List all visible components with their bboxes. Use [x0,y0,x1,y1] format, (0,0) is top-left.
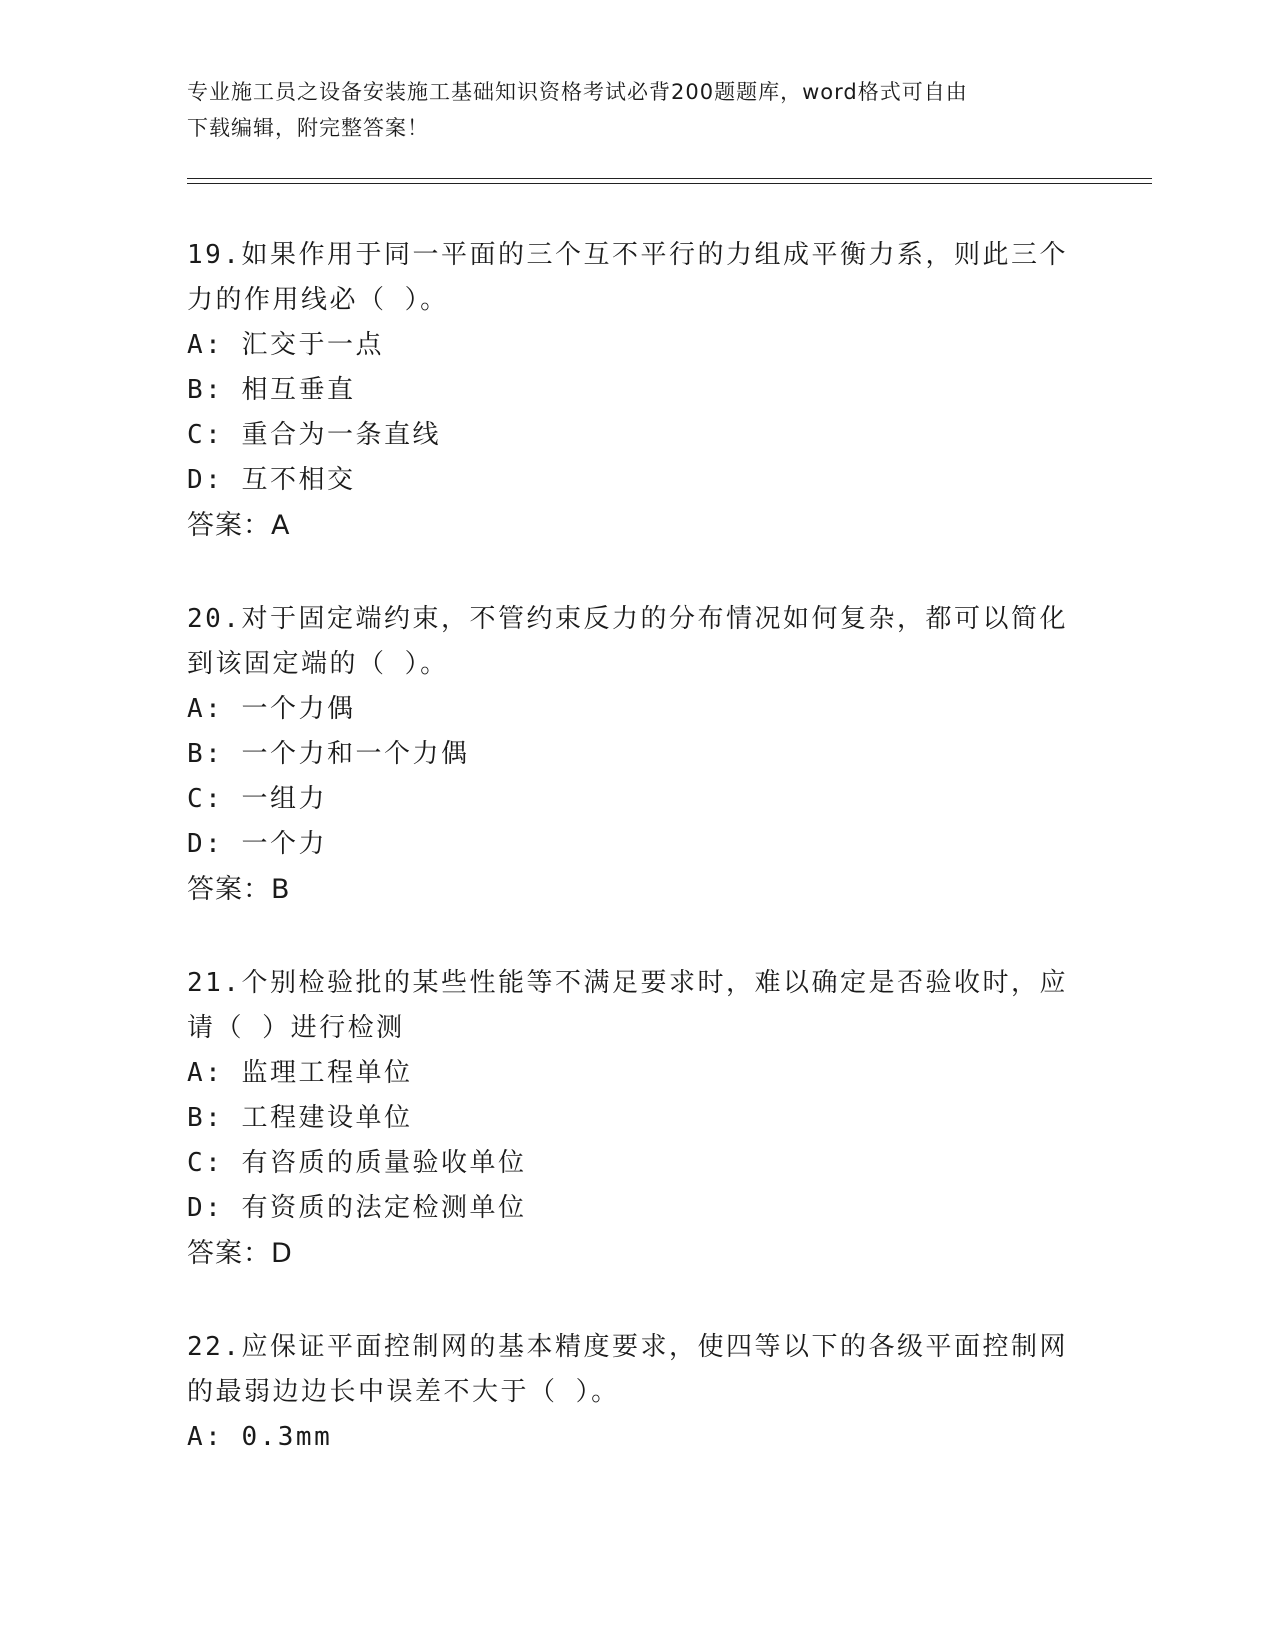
question-text-line-2: 请（ ）进行检测 [187,1013,405,1043]
option-b: B: 工程建设单位 [187,1103,413,1133]
question-text-line-2: 力的作用线必（ ）。 [187,285,449,315]
header-line-2: 下载编辑，附完整答案！ [187,116,429,140]
option-c: C: 有咨质的质量验收单位 [187,1148,527,1178]
option-d: D: 一个力 [187,829,327,859]
option-c: C: 重合为一条直线 [187,420,441,450]
option-c: C: 一组力 [187,784,327,814]
question-text-line-1: 19.如果作用于同一平面的三个互不平行的力组成平衡力系，则此三个 [187,240,1068,270]
option-b: B: 一个力和一个力偶 [187,739,470,769]
question-text-line-2: 到该固定端的（ ）。 [187,649,449,679]
option-d: D: 有资质的法定检测单位 [187,1193,527,1223]
question-text-line-1: 21.个别检验批的某些性能等不满足要求时，难以确定是否验收时，应 [187,968,1068,998]
header-line-1: 专业施工员之设备安装施工基础知识资格考试必背200题题库，word格式可自由 [187,80,968,104]
question-19 [187,233,1087,549]
answer-label: 答案：A [187,510,291,541]
option-a: A: 0.3mm [187,1422,333,1452]
option-a: A: 汇交于一点 [187,330,384,360]
question-20 [187,597,1087,913]
question-text-line-1: 20.对于固定端约束，不管约束反力的分布情况如何复杂，都可以简化 [187,604,1068,634]
header-divider-top [187,178,1152,179]
document-header [187,74,1067,146]
question-22 [187,1325,1087,1460]
option-a: A: 一个力偶 [187,694,356,724]
option-d: D: 互不相交 [187,465,356,495]
option-b: B: 相互垂直 [187,375,356,405]
answer-label: 答案：D [187,1238,293,1269]
question-21 [187,961,1087,1277]
question-text-line-2: 的最弱边边长中误差不大于（ ）。 [187,1377,620,1407]
question-text-line-1: 22.应保证平面控制网的基本精度要求，使四等以下的各级平面控制网 [187,1332,1068,1362]
option-a: A: 监理工程单位 [187,1058,413,1088]
header-divider-bottom [187,183,1152,184]
answer-label: 答案：B [187,874,291,905]
